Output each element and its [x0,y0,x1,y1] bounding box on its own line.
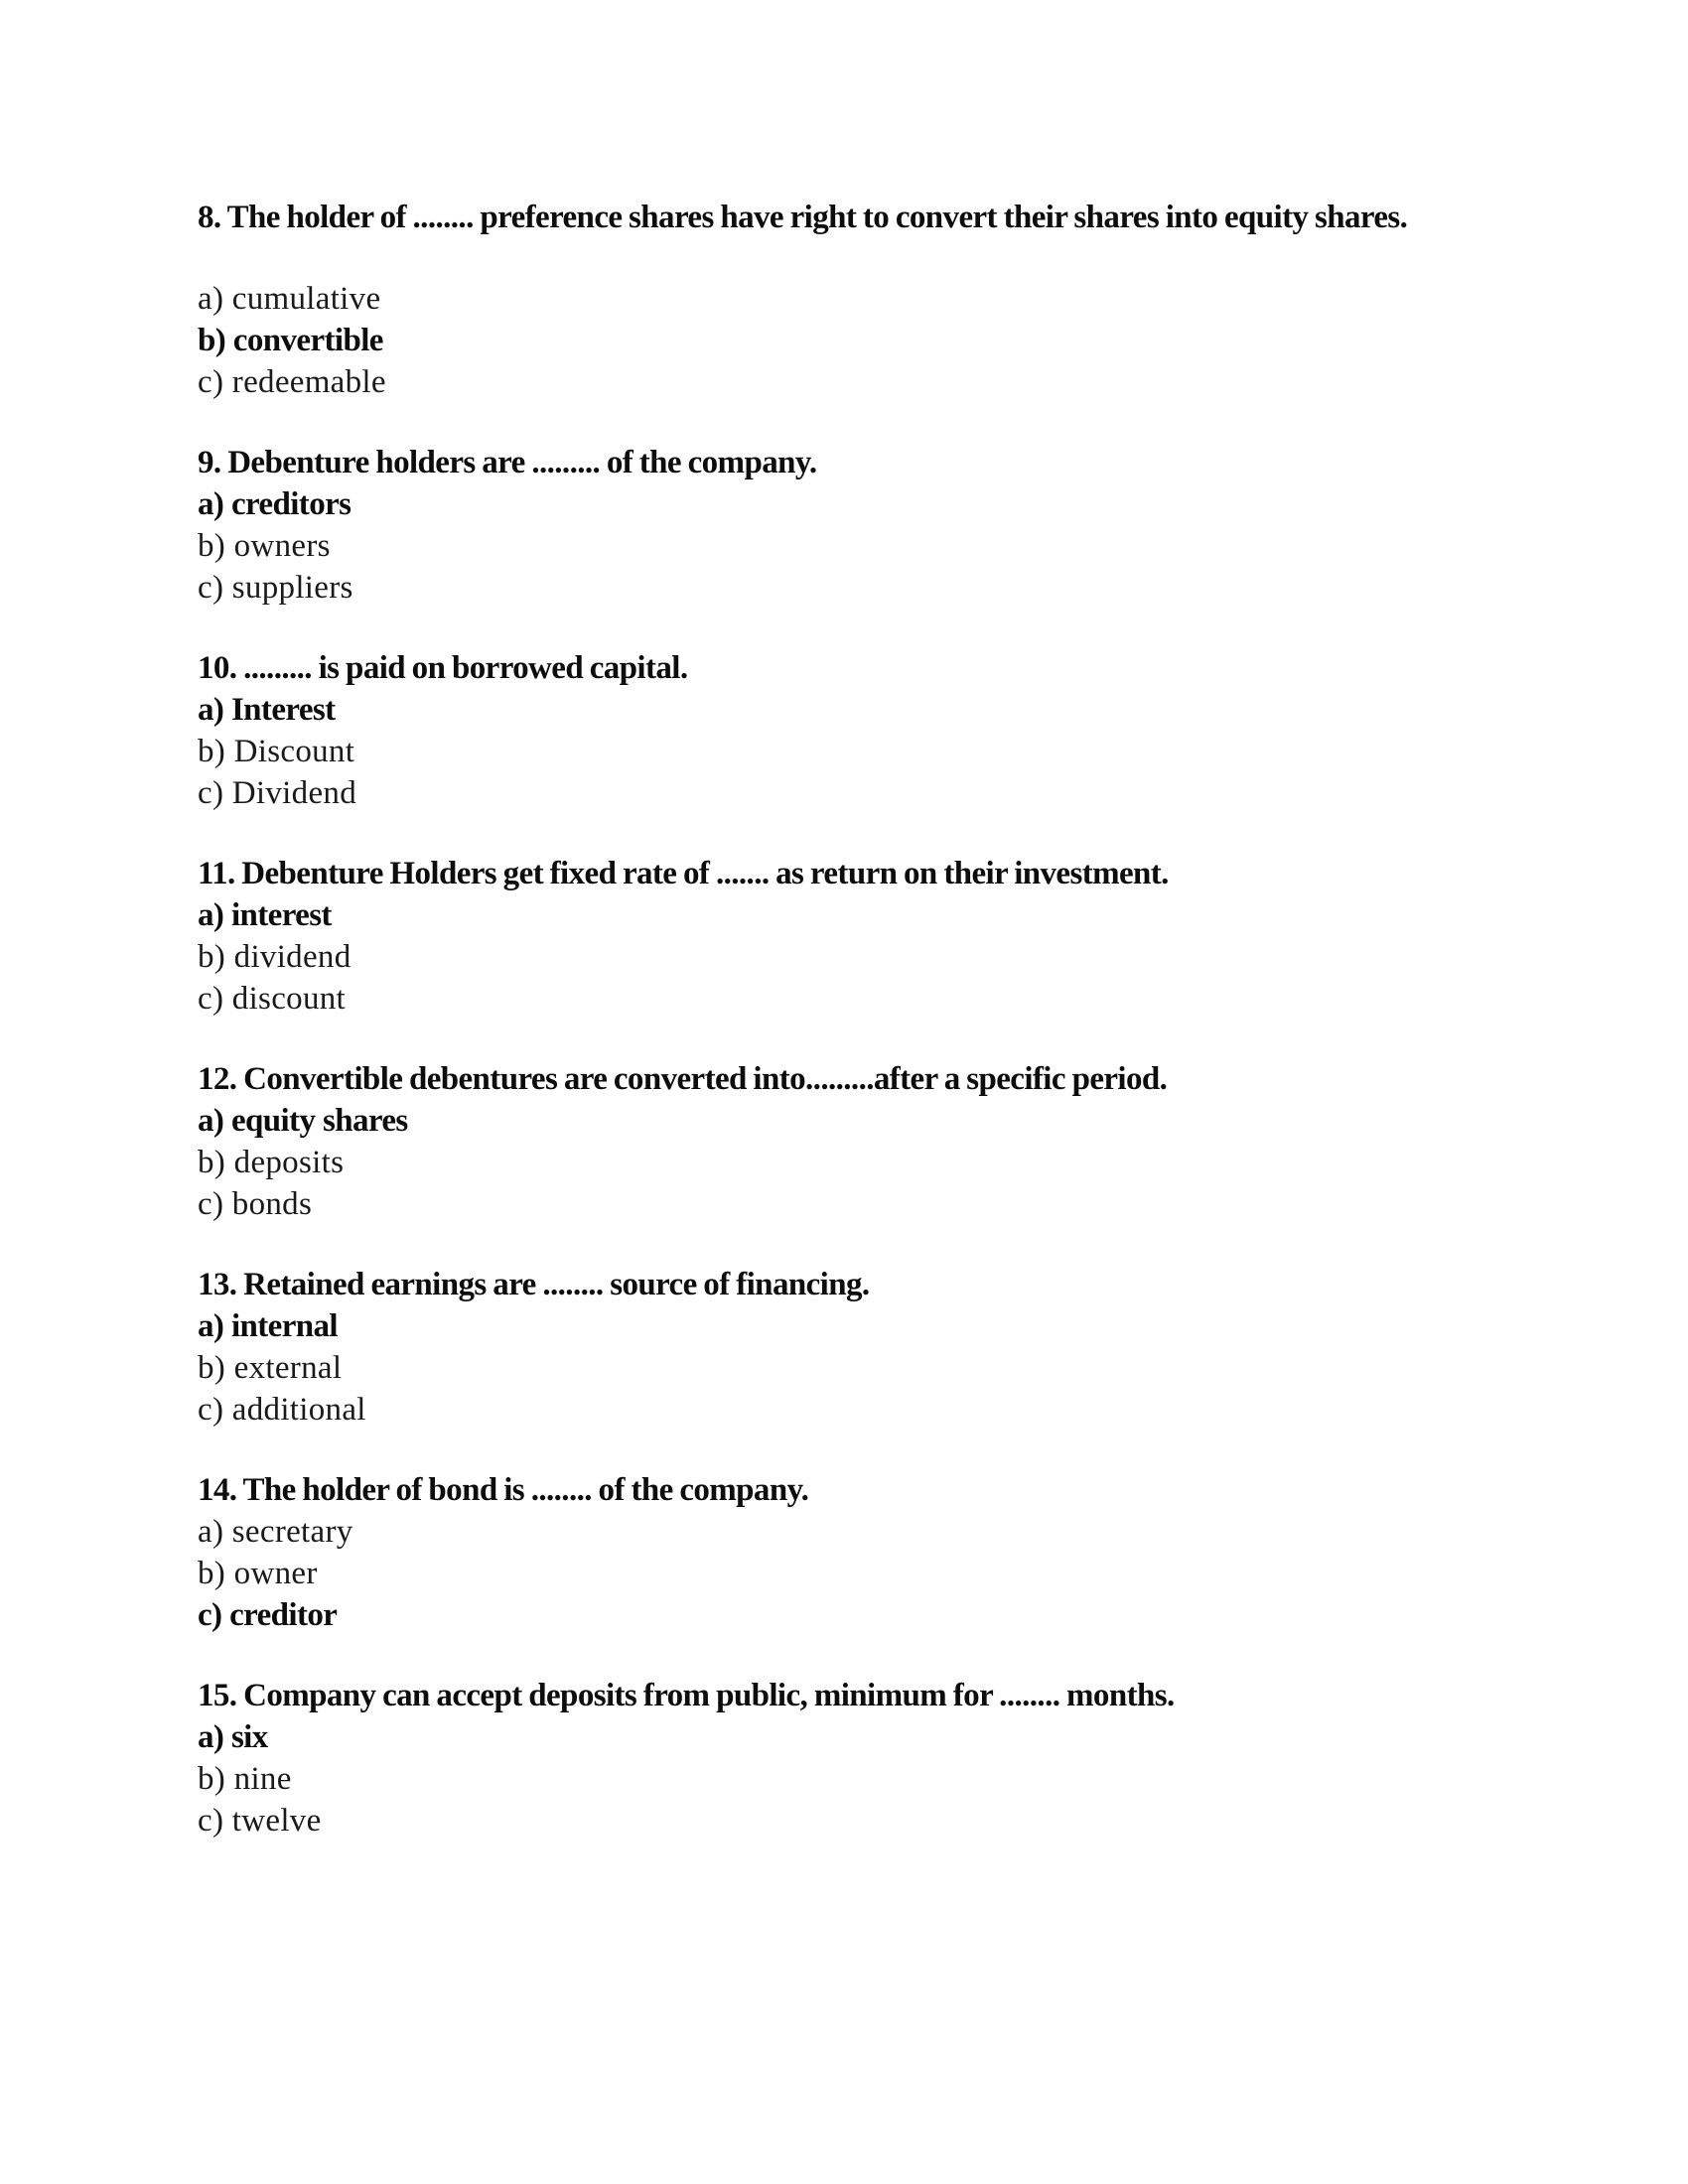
question-14 [198,1469,1508,1636]
question-9 [198,442,1508,609]
options-list [198,1716,1508,1842]
option-b: b) deposits [198,1145,345,1180]
option-a-correct: a) creditors [198,486,352,522]
question-text: 8. The holder of ........ preference shares have right to convert their shares into equity shares. [198,200,1408,235]
options-list [198,894,1508,1020]
option-c: c) twelve [198,1803,322,1839]
question-text: 11. Debenture Holders get fixed rate of ....... as return on their investment. [198,856,1169,891]
question-15 [198,1675,1508,1842]
option-b: b) nine [198,1761,292,1797]
options-list [198,1511,1508,1636]
option-a: a) cumulative [198,281,381,317]
question-text: 13. Retained earnings are ........ source of financing. [198,1267,870,1302]
option-a-correct: a) Interest [198,692,336,728]
options-list [198,1100,1508,1225]
option-c: c) discount [198,981,347,1017]
option-c: c) suppliers [198,570,353,606]
option-b: b) external [198,1350,343,1386]
options-list [198,689,1508,814]
option-a-correct: a) equity shares [198,1103,408,1139]
option-b: b) dividend [198,939,352,975]
option-c: c) additional [198,1392,366,1428]
option-a: a) secretary [198,1514,353,1550]
option-a-correct: a) six [198,1719,268,1755]
option-b: b) Discount [198,734,355,769]
question-8 [198,197,1508,403]
question-text: 15. Company can accept deposits from public, minimum for ........ months. [198,1678,1175,1713]
question-10 [198,647,1508,814]
question-12 [198,1058,1508,1225]
option-b: b) owners [198,528,331,564]
question-13 [198,1264,1508,1431]
options-list [198,483,1508,609]
option-a-correct: a) internal [198,1308,338,1344]
question-text: 9. Debenture holders are ......... of the company. [198,445,817,480]
option-c: c) bonds [198,1186,313,1222]
question-text: 12. Convertible debentures are converted into.........after a specific period. [198,1061,1168,1097]
option-b: b) owner [198,1556,318,1591]
question-11 [198,853,1508,1020]
question-text: 14. The holder of bond is ........ of the company. [198,1472,809,1508]
mcq-document [198,197,1508,1880]
option-b-correct: b) convertible [198,323,383,358]
option-c: c) redeemable [198,364,386,400]
option-a-correct: a) interest [198,897,332,933]
option-c: c) Dividend [198,775,357,811]
options-list [198,278,1508,403]
options-list [198,1305,1508,1431]
option-c-correct: c) creditor [198,1597,338,1633]
question-text: 10. ......... is paid on borrowed capital. [198,650,688,686]
